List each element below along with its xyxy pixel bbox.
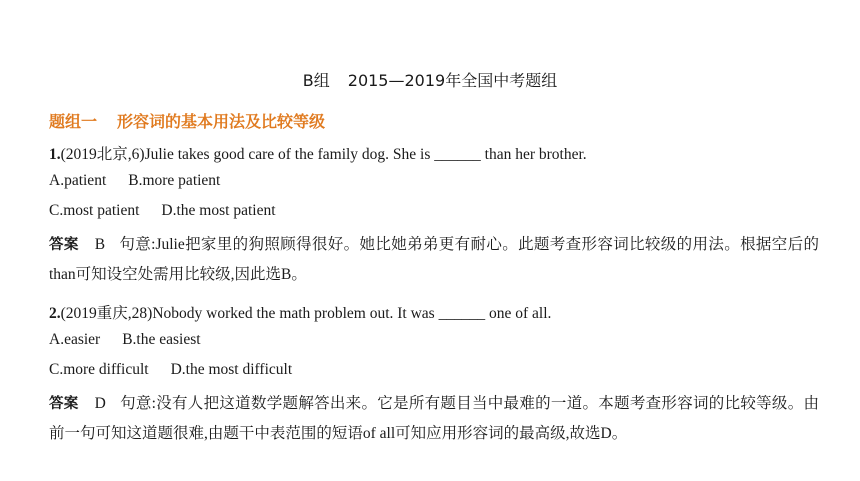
question-number: 1.: [49, 146, 61, 163]
section-heading: [49, 109, 325, 132]
question-2-options-row-2: [49, 361, 292, 379]
answer-explanation: 句意:Julie把家里的狗照顾得很好。她比她弟弟更有耐心。此题考查形容词比较级的用法。根据空后的than可知设空处需用比较级,因此选B。: [49, 236, 819, 283]
question-1-options-row-1: [49, 172, 220, 190]
section-title: 形容词的基本用法及比较等级: [117, 112, 326, 131]
option-d: D.the most difficult: [170, 361, 293, 378]
question-1-answer: [49, 230, 819, 289]
question-number: 2.: [49, 305, 61, 322]
answer-letter: B: [94, 236, 106, 253]
option-c: C.more difficult: [49, 361, 149, 378]
option-a: A.patient: [49, 172, 107, 189]
option-a: A.easier: [49, 331, 101, 348]
answer-label: 答案: [49, 396, 79, 412]
question-2-answer: [49, 389, 819, 448]
question-text: (2019重庆,28)Nobody worked the math problem out. It was ______ one of all.: [60, 305, 552, 322]
page-title: [0, 68, 860, 91]
answer-explanation: 句意:没有人把这道数学题解答出来。它是所有题目当中最难的一道。本题考查形容词的比较等级。由前一句可知这道题很难,由题干中表范围的短语of all可知应用形容词的最高级,故选D。: [49, 395, 820, 442]
group-label: B组: [302, 71, 330, 90]
answer-label: 答案: [49, 237, 79, 253]
question-2-stem: [49, 301, 551, 323]
question-2-options-row-1: [49, 331, 201, 349]
answer-letter: D: [94, 395, 106, 412]
option-b: B.more patient: [128, 172, 221, 189]
option-d: D.the most patient: [161, 202, 276, 219]
question-1-options-row-2: [49, 202, 276, 220]
year-range: 2015—2019年全国中考题组: [347, 71, 558, 90]
option-b: B.the easiest: [122, 331, 201, 348]
option-c: C.most patient: [49, 202, 140, 219]
section-label: 题组一: [49, 112, 98, 131]
question-1-stem: [49, 142, 587, 164]
question-text: (2019北京,6)Julie takes good care of the family dog. She is ______ than her brother.: [60, 146, 587, 163]
